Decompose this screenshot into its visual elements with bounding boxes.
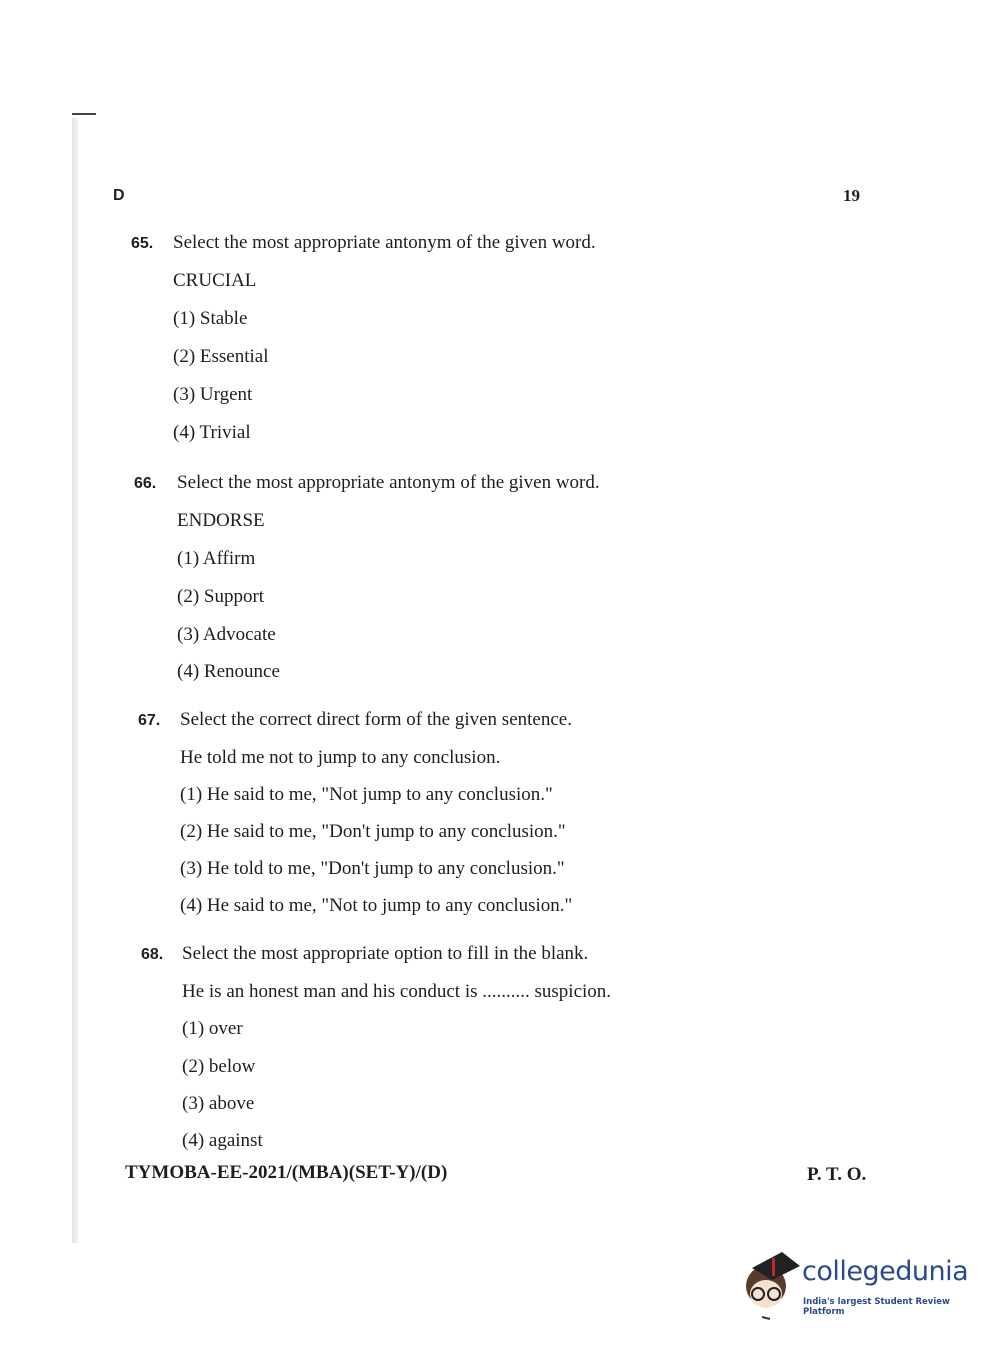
answer-option: (1) Affirm (177, 548, 256, 569)
answer-option: (2) Essential (173, 346, 269, 367)
collegedunia-logo (742, 1250, 972, 1320)
question-prompt: Select the most appropriate option to fill in the blank. (182, 943, 589, 964)
section-label: D (113, 187, 125, 204)
page-number: 19 (843, 186, 860, 205)
answer-option: (3) above (182, 1093, 255, 1114)
question-prompt: Select the correct direct form of the given sentence. (180, 709, 572, 730)
answer-option: (1) over (182, 1018, 243, 1039)
logo-wordmark: collegedunia (802, 1256, 969, 1287)
answer-option: (4) He said to me, "Not to jump to any conclusion." (180, 895, 573, 916)
logo-tagline: India's largest Student Review Platform (803, 1297, 950, 1317)
paper-code: TYMOBA-EE-2021/(MBA)(SET-Y)/(D) (125, 1162, 448, 1183)
answer-option: (1) He said to me, "Not jump to any conclusion." (180, 784, 553, 805)
mascot-icon (742, 1250, 802, 1320)
answer-option: (2) Support (177, 586, 265, 607)
answer-option: (4) Renounce (177, 661, 280, 682)
scan-edge-line (72, 113, 96, 115)
question-prompt: Select the most appropriate antonym of the given word. (177, 472, 600, 493)
question-number: 68. (141, 946, 164, 963)
question-number: 67. (138, 712, 161, 729)
question-stem: He is an honest man and his conduct is .......... suspicion. (182, 981, 612, 1002)
answer-option: (2) below (182, 1056, 256, 1077)
question-stem: ENDORSE (177, 510, 265, 531)
question-stem: CRUCIAL (173, 270, 257, 291)
answer-option: (3) Urgent (173, 384, 253, 405)
please-turn-over: P. T. O. (807, 1164, 867, 1185)
question-prompt: Select the most appropriate antonym of the given word. (173, 232, 596, 253)
answer-option: (1) Stable (173, 308, 248, 329)
question-number: 66. (134, 475, 157, 492)
answer-option: (4) against (182, 1130, 263, 1151)
answer-option: (3) Advocate (177, 624, 276, 645)
answer-option: (3) He told to me, "Don't jump to any conclusion." (180, 858, 565, 879)
answer-option: (4) Trivial (173, 422, 251, 443)
question-number: 65. (131, 235, 154, 252)
question-stem: He told me not to jump to any conclusion. (180, 747, 501, 768)
answer-option: (2) He said to me, "Don't jump to any conclusion." (180, 821, 566, 842)
scan-page-edge (72, 118, 78, 1243)
